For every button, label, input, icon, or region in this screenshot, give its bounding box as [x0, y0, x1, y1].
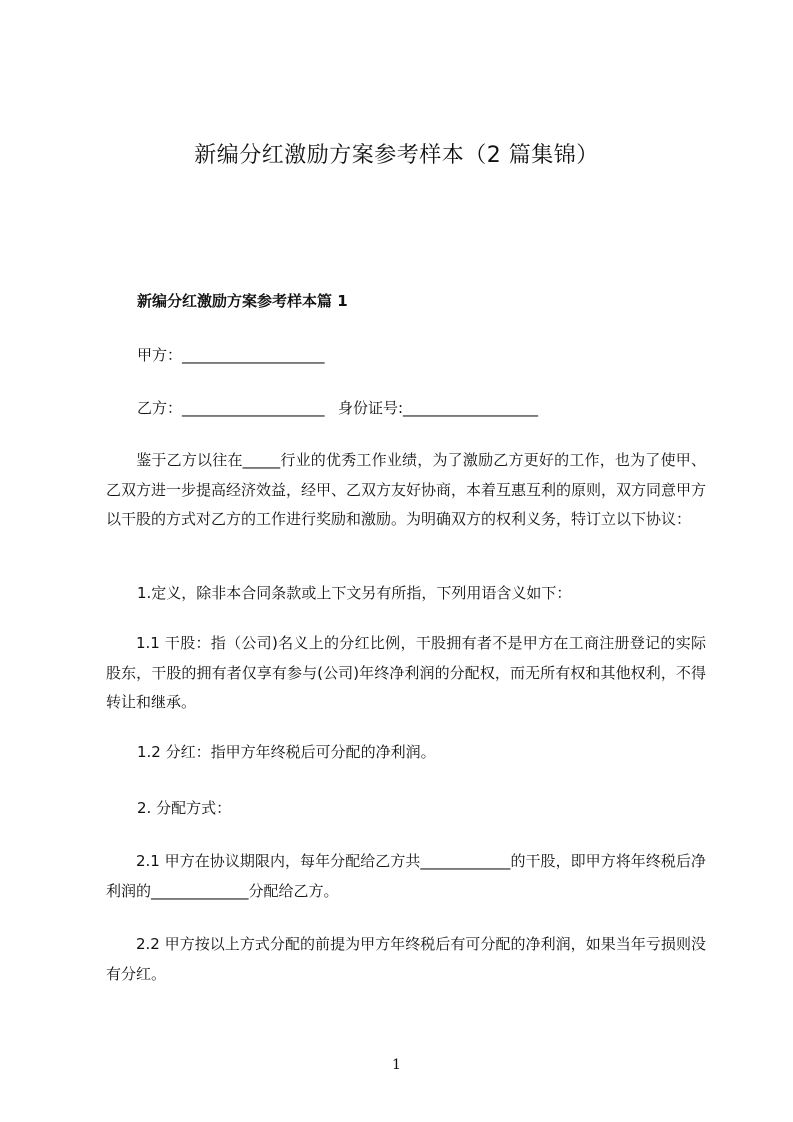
id-number-line: 身份证号:__________________: [338, 399, 539, 417]
party-a-line: 甲方：___________________: [137, 346, 325, 364]
clause-2-1-paragraph: [106, 847, 706, 906]
clause-2-2-paragraph: [106, 930, 706, 989]
document-title: 新编分红激励方案参考样本（2 篇集锦）: [194, 143, 599, 168]
clause-2-2-text: 2.2 甲方按以上方式分配的前提为甲方年终税后有可分配的净利润，如果当年亏损则没有分红。: [106, 935, 706, 983]
intro-paragraph: [106, 446, 706, 535]
clause-1-2: 1.2 分红：指甲方年终税后可分配的净利润。: [137, 743, 436, 761]
clause-1: 1.定义，除非本合同条款或上下文另有所指，下列用语含义如下：: [137, 584, 572, 602]
intro-text: 鉴于乙方以往在_____行业的优秀工作业绩，为了激励乙方更好的工作，也为了使甲、乙双方进一步提高经济效益，经甲、乙双方友好协商，本着互惠互利的原则，双方同意甲方以干股的方式对乙方的工作进行奖励和激励。为明确双方的权利义务，特订立以下协议：: [106, 451, 707, 528]
clause-2-1-text: 2.1 甲方在协议期限内，每年分配给乙方共____________的干股，即甲方将年终税后净利润的_____________分配给乙方。: [106, 852, 706, 900]
page-number: 1: [392, 1057, 401, 1073]
clause-2: 2. 分配方式：: [137, 799, 232, 817]
section-heading: 新编分红激励方案参考样本篇 1: [137, 292, 348, 310]
clause-1-1-paragraph: [106, 629, 706, 718]
party-b-line: 乙方：___________________: [137, 399, 325, 417]
clause-1-1-text: 1.1 干股：指（公司)名义上的分红比例，干股拥有者不是甲方在工商注册登记的实际股东，干股的拥有者仅享有参与(公司)年终净利润的分配权，而无所有权和其他权利，不得转让和继承。: [106, 634, 706, 711]
